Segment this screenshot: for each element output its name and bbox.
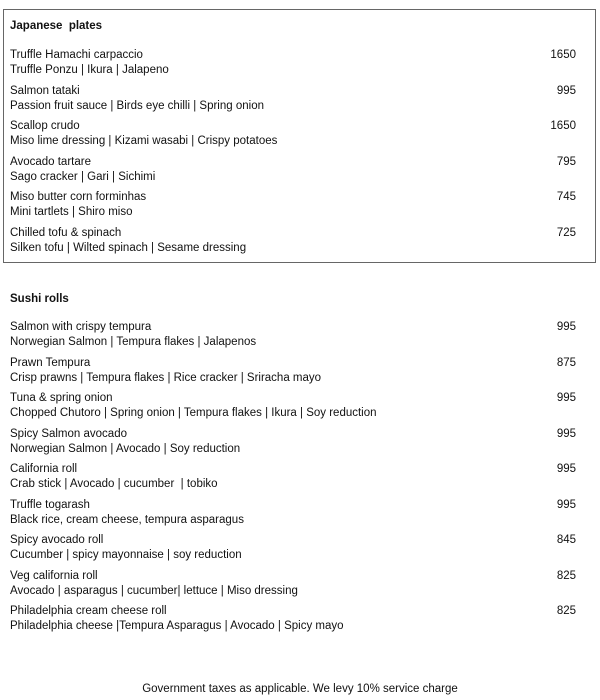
menu-item-description: Silken tofu | Wilted spinach | Sesame dressing (10, 241, 247, 254)
menu-item (10, 190, 576, 220)
menu-item-description: Cucumber | spicy mayonnaise | soy reduction (10, 549, 242, 561)
menu-item-price: 995 (556, 321, 576, 333)
section-title-sushi-rolls: Sushi rolls (10, 293, 69, 305)
menu-item (10, 391, 576, 421)
menu-item (10, 155, 576, 185)
menu-item (10, 498, 576, 528)
menu-item (10, 320, 576, 350)
menu-item-price: 825 (556, 569, 576, 582)
menu-item-description: Miso lime dressing | Kizami wasabi | Crispy potatoes (10, 135, 278, 147)
menu-item-description: Philadelphia cheese |Tempura Asparagus | Avocado | Spicy mayo (10, 620, 344, 632)
menu-item-description: Norwegian Salmon | Avocado | Soy reduction (10, 442, 241, 455)
menu-item-name: Veg california roll (10, 569, 98, 582)
menu-item-name: Salmon with crispy tempura (10, 321, 152, 333)
menu-item-description: Black rice, cream cheese, tempura asparagus (10, 513, 244, 526)
menu-item (10, 226, 576, 256)
menu-item (10, 356, 576, 386)
menu-item-name: Spicy Salmon avocado (10, 427, 127, 440)
menu-item (10, 462, 576, 492)
menu-item (10, 119, 576, 149)
menu-item-name: Truffle Hamachi carpaccio (10, 49, 143, 61)
menu-item-name: Chilled tofu & spinach (10, 226, 122, 239)
menu-item (10, 84, 576, 114)
menu-item-name: California roll (10, 463, 78, 475)
menu-item-price: 995 (556, 463, 576, 475)
menu-item (10, 427, 576, 457)
menu-item-description: Avocado | asparagus | cucumber| lettuce | Miso dressing (10, 584, 298, 597)
menu-item-name: Prawn Tempura (10, 356, 91, 369)
menu-item (10, 569, 576, 599)
menu-item-description: Crab stick | Avocado | cucumber | tobiko (10, 478, 218, 490)
menu-item-price: 875 (556, 356, 576, 369)
menu-item-description: Truffle Ponzu | Ikura | Jalapeno (10, 64, 169, 76)
menu-item (10, 48, 576, 78)
menu-item-price: 795 (556, 155, 576, 168)
menu-item-price: 745 (556, 191, 576, 203)
menu-item-description: Chopped Chutoro | Spring onion | Tempura flakes | Ikura | Soy reduction (10, 407, 377, 419)
menu-item-price: 825 (556, 605, 576, 617)
menu-item-price: 995 (556, 498, 576, 511)
menu-item-price: 725 (556, 226, 576, 239)
menu-item-price: 1650 (550, 49, 576, 61)
menu-item-price: 1650 (550, 120, 576, 132)
menu-item-name: Spicy avocado roll (10, 534, 104, 546)
menu-item-description: Crisp prawns | Tempura flakes | Rice cracker | Sriracha mayo (10, 371, 322, 384)
menu-item-name: Miso butter corn forminhas (10, 191, 147, 203)
menu-item-name: Truffle togarash (10, 498, 90, 511)
menu-item-name: Avocado tartare (10, 155, 91, 168)
menu-item-description: Mini tartlets | Shiro miso (10, 206, 133, 218)
menu-item-name: Tuna & spring onion (10, 392, 113, 404)
menu-item-price: 995 (556, 427, 576, 440)
menu-item-name: Salmon tataki (10, 84, 80, 97)
menu-item (10, 533, 576, 563)
menu-item-description: Norwegian Salmon | Tempura flakes | Jalapenos (10, 336, 257, 348)
menu-item-name: Philadelphia cream cheese roll (10, 605, 167, 617)
menu-item-price: 995 (556, 84, 576, 97)
menu-item-price: 995 (556, 392, 576, 404)
menu-item (10, 604, 576, 634)
menu-item-price: 845 (556, 534, 576, 546)
section-title-japanese-plates: Japanese plates (10, 20, 103, 32)
menu-item-description: Passion fruit sauce | Birds eye chilli | Spring onion (10, 99, 264, 112)
menu-item-description: Sago cracker | Gari | Sichimi (10, 170, 156, 183)
footer-note: Government taxes as applicable. We levy 10% service charge (142, 683, 458, 695)
menu-item-name: Scallop crudo (10, 120, 80, 132)
